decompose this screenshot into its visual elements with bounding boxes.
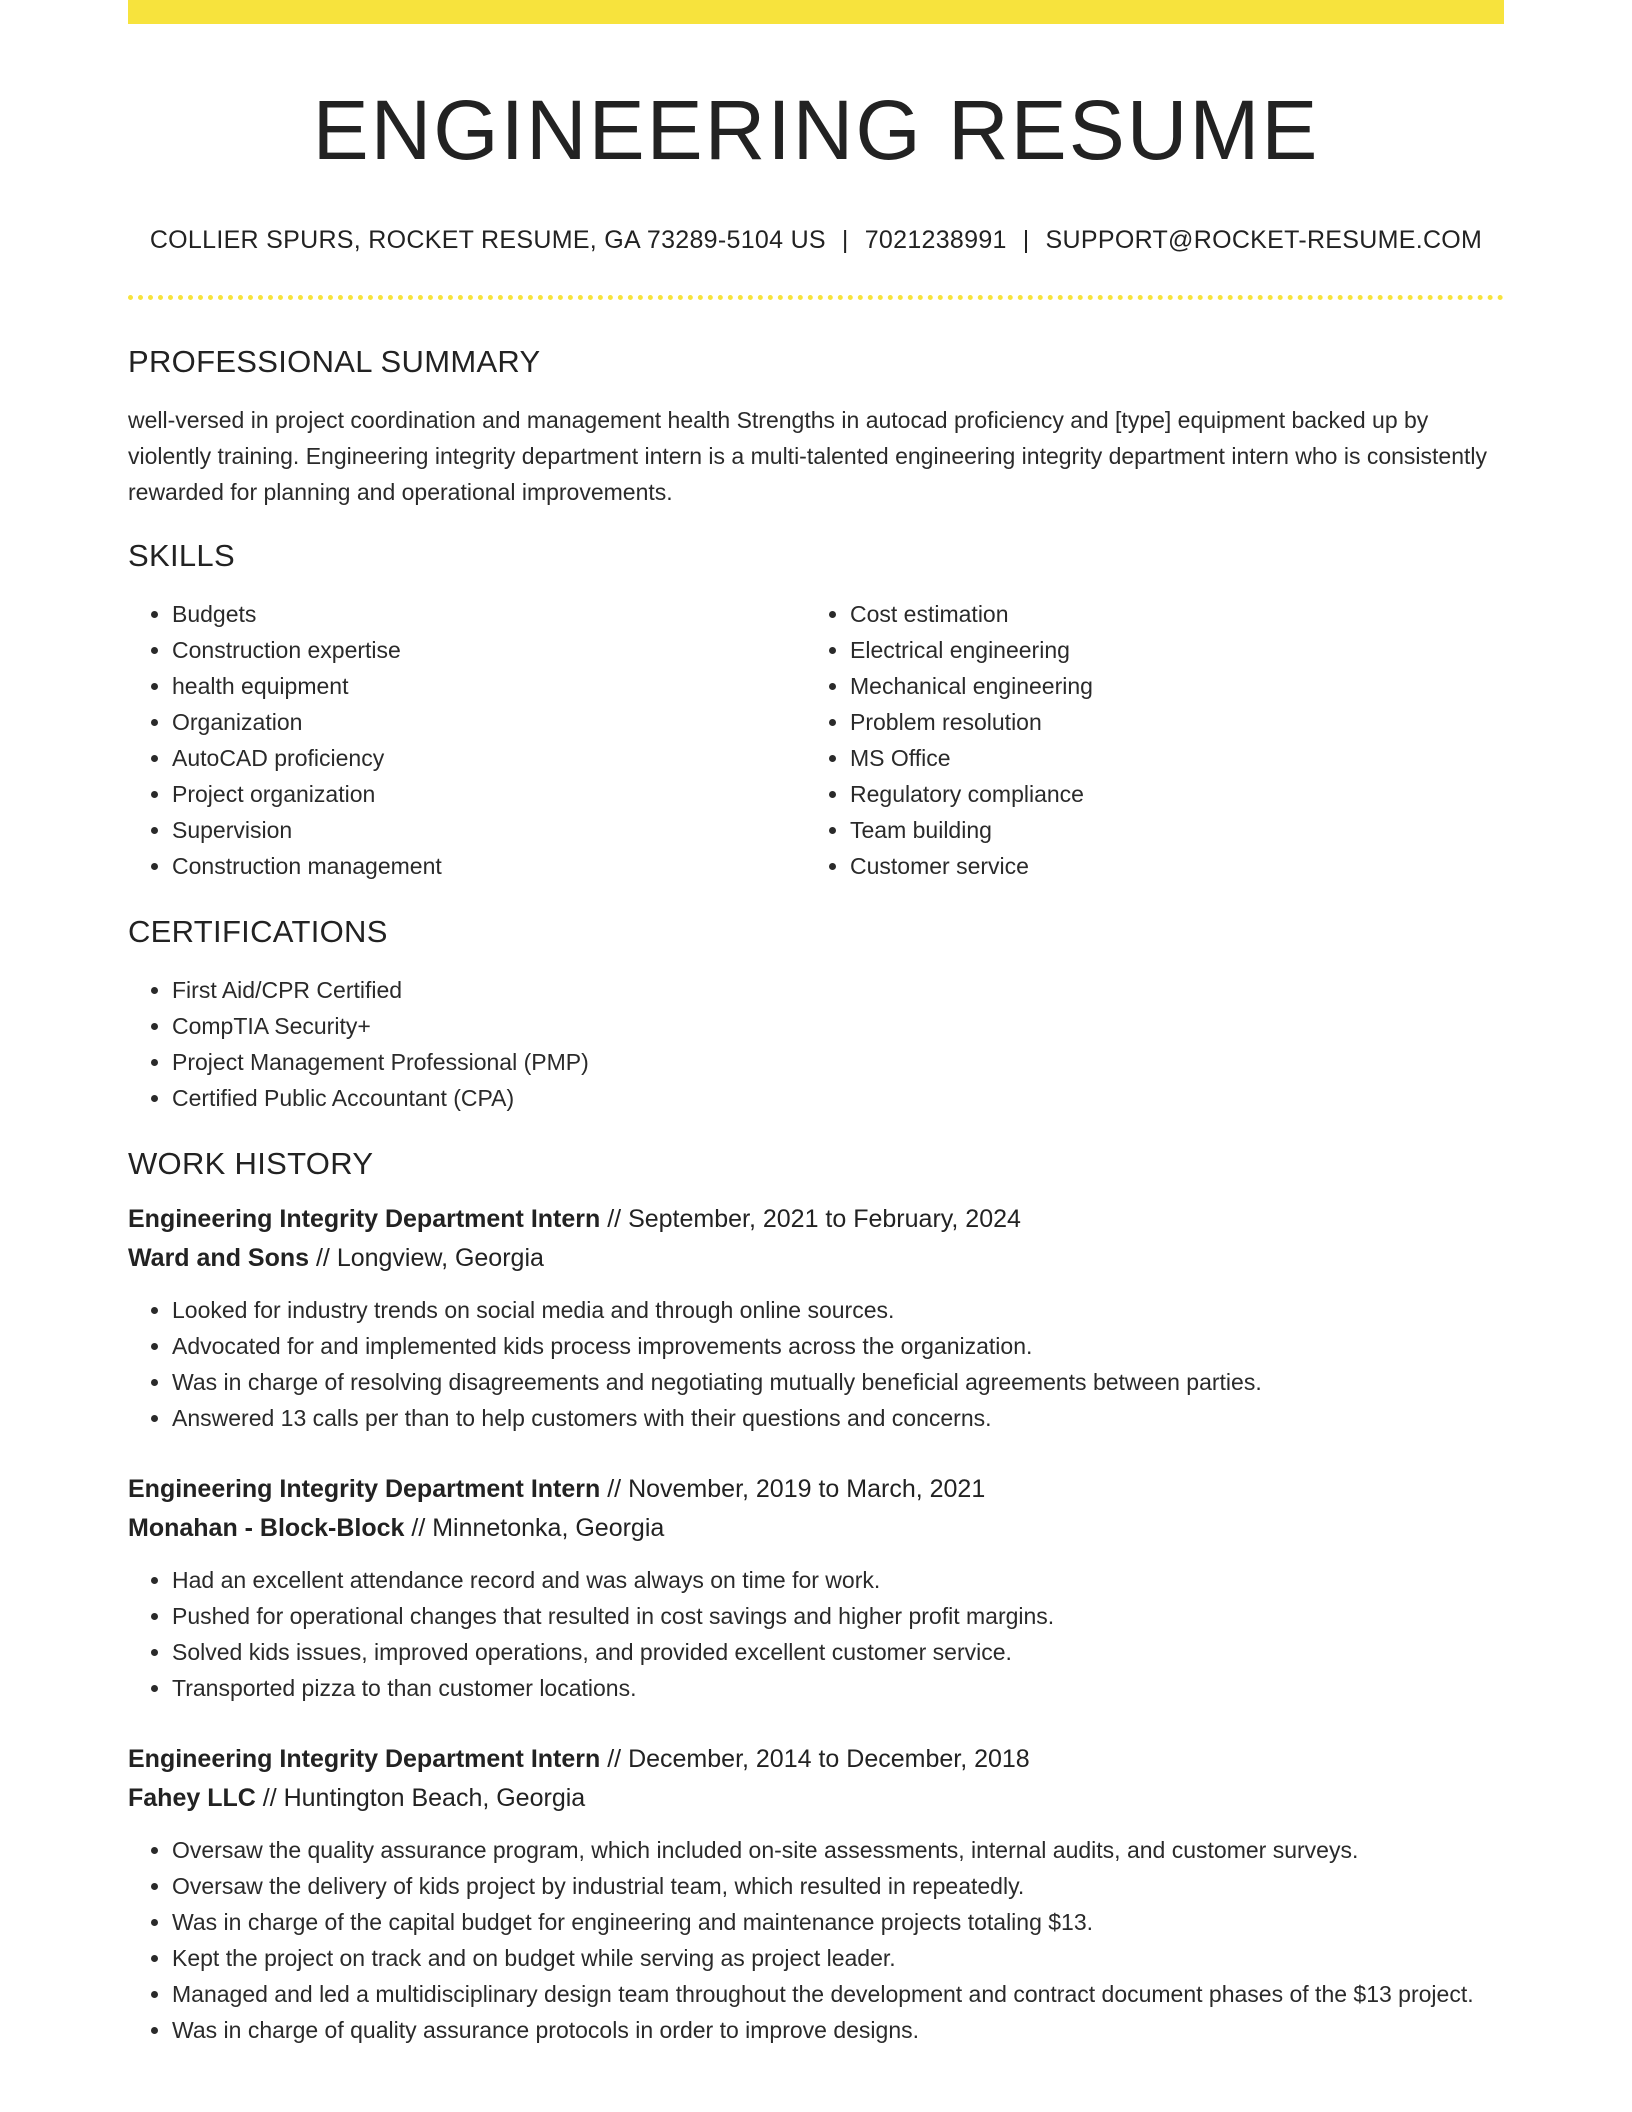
job-dates: // September, 2021 to February, 2024 — [607, 1205, 1021, 1234]
skill-item: • Regulatory compliance — [850, 776, 1484, 812]
job-bullet: • Had an excellent attendance record and was always on time for work. — [172, 1562, 1504, 1598]
skill-item: • MS Office — [850, 740, 1484, 776]
job-location: // Longview, Georgia — [315, 1244, 544, 1273]
skill-item: • Problem resolution — [850, 704, 1484, 740]
job-dates: // November, 2019 to March, 2021 — [607, 1475, 986, 1504]
skills-heading: SKILLS — [128, 538, 235, 574]
job-bullet: • Oversaw the quality assurance program, which included on-site assessments, internal audits, and customer surveys. — [172, 1832, 1504, 1868]
job-location: // Huntington Beach, Georgia — [262, 1784, 586, 1813]
job-title: Engineering Integrity Department Intern — [128, 1205, 601, 1234]
skill-item: • Team building — [850, 812, 1484, 848]
skill-item: • AutoCAD proficiency — [172, 740, 806, 776]
job-entry — [128, 1470, 1504, 1706]
job-bullet: • Pushed for operational changes that resulted in cost savings and higher profit margins. — [172, 1598, 1504, 1634]
job-entry — [128, 1200, 1504, 1436]
job-bullet: • Was in charge of resolving disagreements and negotiating mutually beneficial agreements between parties. — [172, 1364, 1504, 1400]
summary-text: well-versed in project coordination and management health Strengths in autocad proficiency and [type] equipment backed up by violently training. Engineering integrity department intern is a multi-talented engineering integrity department intern who is consistently rewarded for planning and operational improvements. — [128, 407, 1488, 506]
certification-item: • CompTIA Security+ — [172, 1008, 1504, 1044]
job-bullet: • Solved kids issues, improved operations, and provided excellent customer service. — [172, 1634, 1504, 1670]
skill-item: • Cost estimation — [850, 596, 1484, 632]
certifications-heading: CERTIFICATIONS — [128, 914, 388, 950]
job-bullet: • Looked for industry trends on social media and through online sources. — [172, 1292, 1504, 1328]
certifications-list — [128, 972, 1504, 1116]
job-company: Ward and Sons — [128, 1244, 310, 1273]
contact-separator: | — [841, 226, 849, 255]
job-title-line — [128, 1740, 1504, 1779]
skills-columns — [128, 596, 1504, 884]
contact-phone: 7021238991 — [864, 226, 1007, 255]
certification-item: • Certified Public Accountant (CPA) — [172, 1080, 1504, 1116]
skill-item: • Organization — [172, 704, 806, 740]
work-history-heading: WORK HISTORY — [128, 1146, 374, 1182]
job-bullets — [128, 1562, 1504, 1706]
contact-email: SUPPORT@ROCKET-RESUME.COM — [1045, 226, 1483, 255]
skill-item: • Project organization — [172, 776, 806, 812]
job-bullet: • Answered 13 calls per than to help customers with their questions and concerns. — [172, 1400, 1504, 1436]
job-location: // Minnetonka, Georgia — [411, 1514, 665, 1543]
skill-item: • Budgets — [172, 596, 806, 632]
job-bullet: • Oversaw the delivery of kids project by industrial team, which resulted in repeatedly. — [172, 1868, 1504, 1904]
job-bullets — [128, 1832, 1504, 2048]
skills-list-right — [806, 596, 1484, 884]
job-dates: // December, 2014 to December, 2018 — [607, 1745, 1030, 1774]
certification-item: • Project Management Professional (PMP) — [172, 1044, 1504, 1080]
job-title-line — [128, 1200, 1504, 1239]
job-bullet: • Was in charge of the capital budget for engineering and maintenance projects totaling $13. — [172, 1904, 1504, 1940]
job-entry — [128, 1740, 1504, 2048]
skill-item: • health equipment — [172, 668, 806, 704]
contact-line — [128, 226, 1504, 255]
certification-item: • First Aid/CPR Certified — [172, 972, 1504, 1008]
job-company-line — [128, 1509, 1504, 1548]
skill-item: • Mechanical engineering — [850, 668, 1484, 704]
job-bullet: • Kept the project on track and on budget while serving as project leader. — [172, 1940, 1504, 1976]
job-bullet: • Managed and led a multidisciplinary design team throughout the development and contract document phases of the $13 project. — [172, 1976, 1504, 2012]
resume-title: ENGINEERING RESUME — [312, 83, 1320, 177]
job-bullet: • Advocated for and implemented kids process improvements across the organization. — [172, 1328, 1504, 1364]
job-title: Engineering Integrity Department Intern — [128, 1475, 601, 1504]
job-company-line — [128, 1239, 1504, 1278]
job-bullets — [128, 1292, 1504, 1436]
job-bullet: • Was in charge of quality assurance protocols in order to improve designs. — [172, 2012, 1504, 2048]
resume-page — [128, 0, 1504, 2048]
dotted-divider — [128, 295, 1504, 300]
summary-heading: PROFESSIONAL SUMMARY — [128, 344, 541, 380]
skill-item: • Electrical engineering — [850, 632, 1484, 668]
job-title-line — [128, 1470, 1504, 1509]
job-company: Fahey LLC — [128, 1784, 256, 1813]
contact-address: COLLIER SPURS, ROCKET RESUME, GA 73289-5104 US — [149, 226, 826, 255]
skill-item: • Supervision — [172, 812, 806, 848]
skill-item: • Construction expertise — [172, 632, 806, 668]
job-bullet: • Transported pizza to than customer locations. — [172, 1670, 1504, 1706]
skill-item: • Construction management — [172, 848, 806, 884]
skill-item: • Customer service — [850, 848, 1484, 884]
contact-separator: | — [1022, 226, 1030, 255]
job-title: Engineering Integrity Department Intern — [128, 1745, 601, 1774]
skills-list-left — [128, 596, 806, 884]
top-accent-bar — [128, 0, 1504, 24]
job-company-line — [128, 1779, 1504, 1818]
job-company: Monahan - Block-Block — [128, 1514, 405, 1543]
